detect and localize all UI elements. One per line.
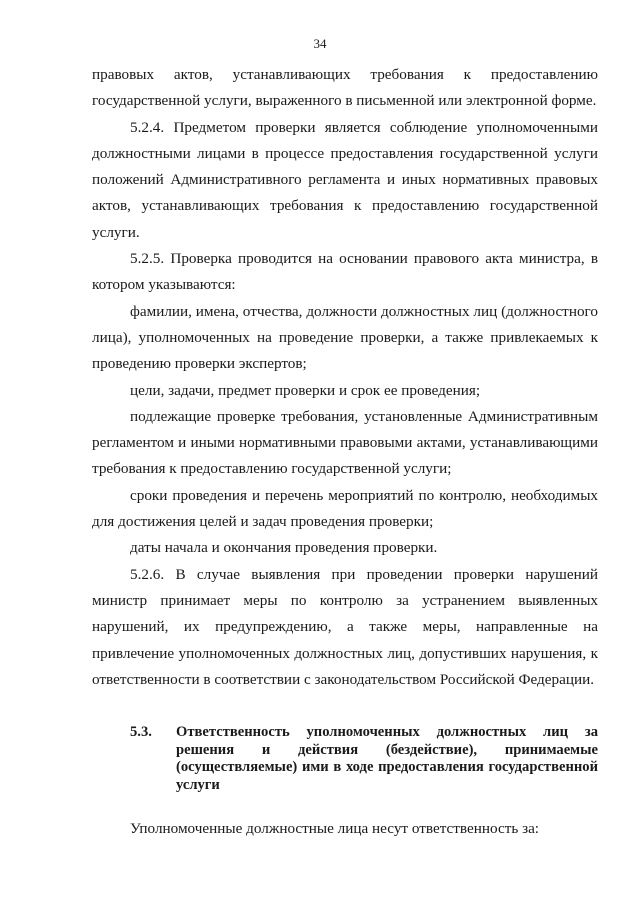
list-item-goals: цели, задачи, предмет проверки и срок ее проведения; bbox=[130, 381, 481, 399]
section-title: Ответственность уполномоченных должностных лиц за решения и действия (бездействие), принимаемые (осуществляемые) ими в ходе предоставления государственной услуги bbox=[176, 724, 598, 793]
paragraph-5-2-4: 5.2.4. Предметом проверки является соблюдение уполномоченными должностными лицами в процессе предоставления государственной услуги положений Административного регламента и иных нормативных правовых актов, устанавливающих требования к предоставлению государственной услуги. bbox=[92, 118, 598, 241]
list-item-terms: сроки проведения и перечень мероприятий по контролю, необходимых для достижения целей и задач проведения проверки; bbox=[92, 486, 598, 531]
list-item-officials: фамилии, имена, отчества, должности должностных лиц (должностного лица), уполномоченных на проведение проверки, а также привлекаемых к проведению проверки экспертов; bbox=[92, 302, 598, 373]
document-body bbox=[92, 62, 598, 842]
paragraph-continuation: правовых актов, устанавливающих требования к предоставлению государственной услуги, выраженного в письменной или электронной форме. bbox=[92, 66, 598, 110]
section-heading bbox=[92, 724, 598, 794]
section-number: 5.3. bbox=[130, 724, 152, 741]
list-item-requirements: подлежащие проверке требования, установленные Административным регламентом и иными нормативными правовыми актами, устанавливающими требования к предоставлению государственной услуги; bbox=[92, 407, 598, 478]
paragraph-responsibility: Уполномоченные должностные лица несут ответственность за: bbox=[130, 820, 540, 838]
page-number: 34 bbox=[313, 36, 327, 51]
paragraph-5-2-5: 5.2.5. Проверка проводится на основании правового акта министра, в котором указываются: bbox=[92, 250, 598, 294]
list-item-dates: даты начала и окончания проведения проверки. bbox=[130, 539, 438, 557]
paragraph-5-2-6: 5.2.6. В случае выявления при проведении проверки нарушений министр принимает меры по контролю за устранением выявленных нарушений, их предупреждению, а также меры, направленные на привлечение уполномоченных должностных лиц, допустивших нарушения, к ответственности в соответствии с законодательством Российской Федерации. bbox=[92, 565, 598, 688]
